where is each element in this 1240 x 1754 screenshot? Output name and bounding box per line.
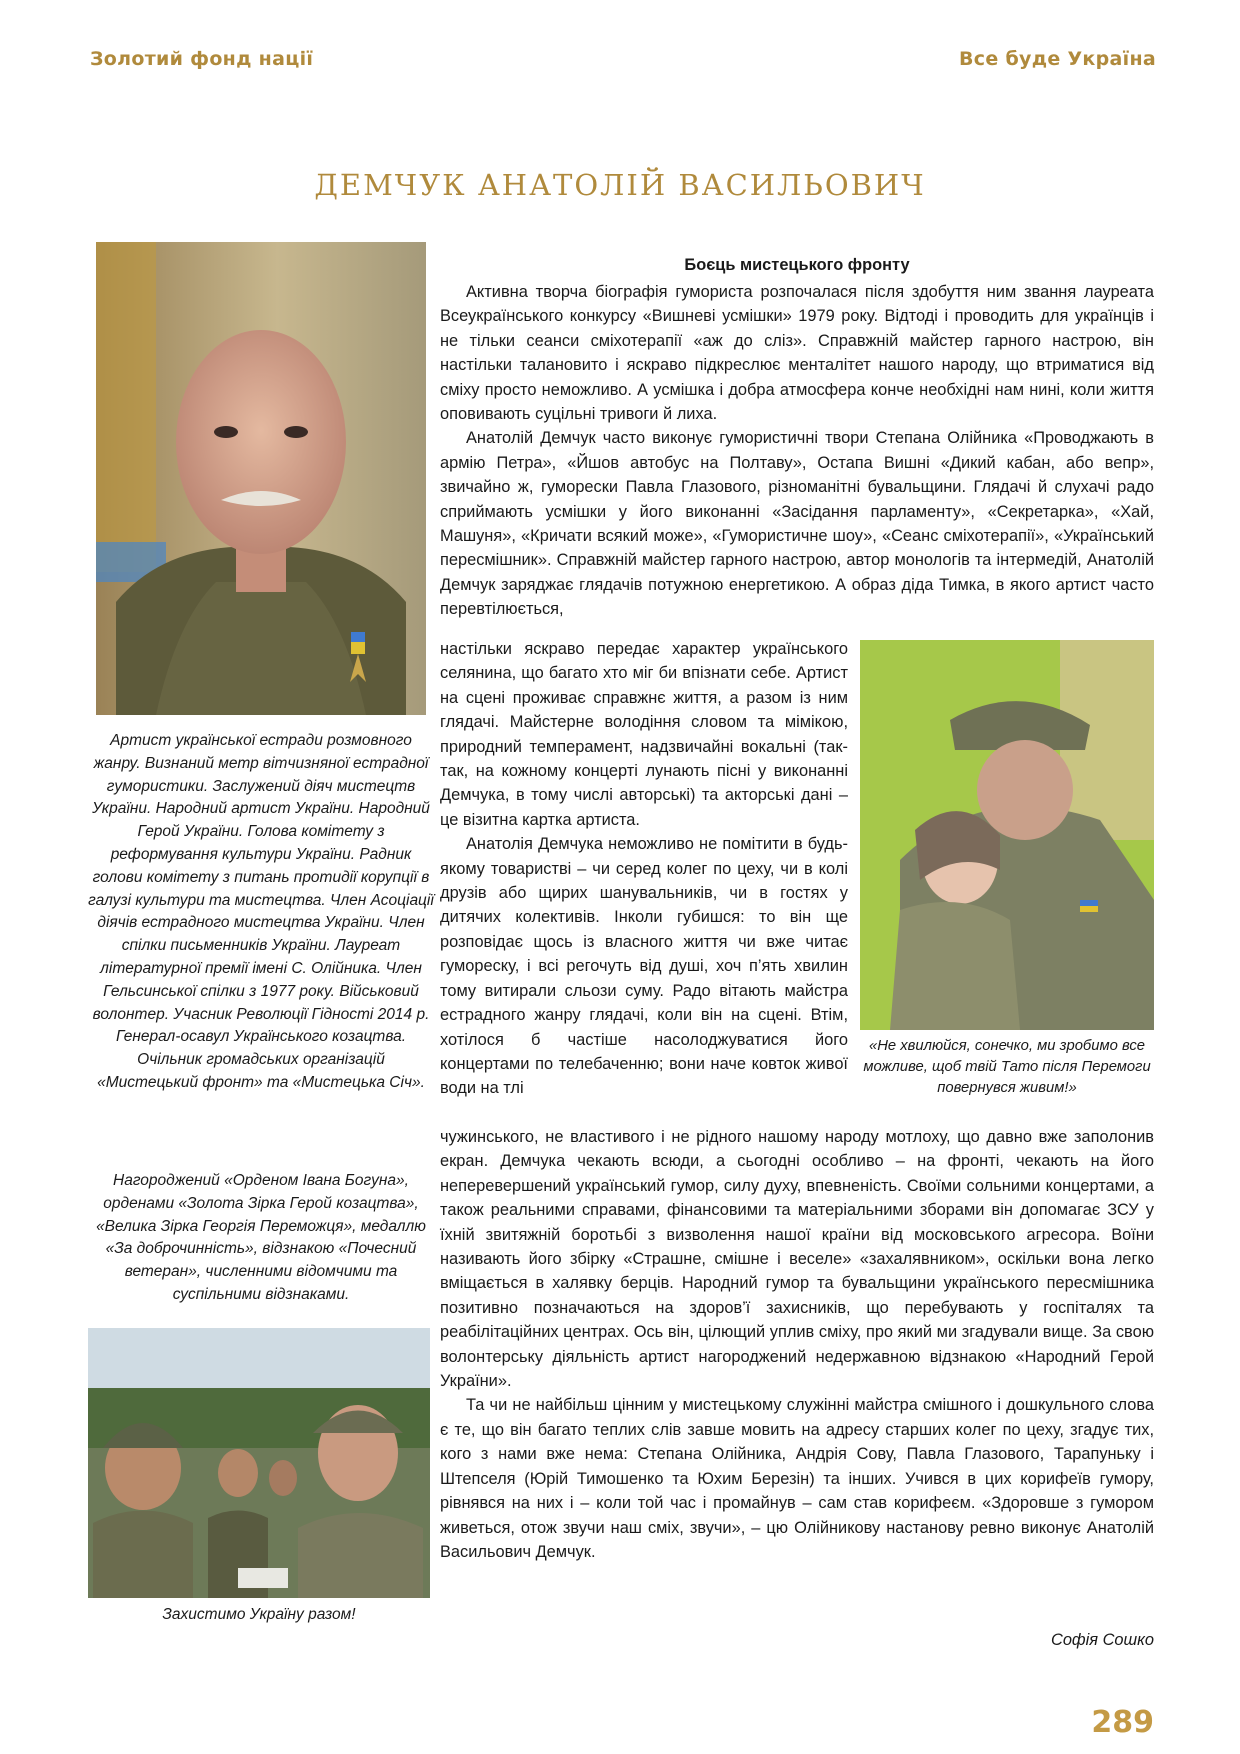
article-paragraph-continued: чужинського, не властивого і не рідного нашому народу мотлоху, що давно вже заполонив екран. Демчука чекають всюди, а сьогодні особливо – на фронті, чекають на його неперевершений український гумор, силу духу, впевненість. Своїми сольними концертами, а також реальними справами, фінансовими та матеріальними зборами він допомагає ЗСУ у їхній звитяжній боротьбі з визволення нашої країни від московського агресора. Воїни називають його збірку «Страшне, смішне і веселе» «захалявником», оскільки вона легко вміщається в халявку берців. Народний гумор та бувальщини українського пересмішника позитивно позначаються на здоров’ї захисників, що перебувають у госпіталях та реабілітаційних центрах. Ось він, цілющий уплив сміху, про який ми згадували вище. За свою волонтерську діяльність артист нагороджений недержавною відзнакою «Народний Герой України». bbox=[440, 1128, 1154, 1391]
article-text-narrow bbox=[440, 637, 848, 1101]
article-paragraph-continued: настільки яскраво передає характер українського селянина, що багато хто міг би впізнати себе. Артист на сцені проживає справжнє життя, а разом із ним глядачі. Майстерне володіння словом та мімікою, природний темперамент, надзвичайні вокальні (так-так, на кожному концерті лунають пісні у виконанні Демчука, в тому числі авторські) та акторські дані – це візитна картка артиста. bbox=[440, 640, 848, 829]
article-paragraph: Анатолія Демчука неможливо не помітити в будь-якому товаристві – чи серед колег по цеху, чи в колі друзів або щирих шанувальників, чи в гостях у дитячих колективів. Інколи губишся: то він ще розповідає щось із власного життя чи вже читає гумореску, і всі регочуть від душі, хоч п’ять хвилин тому витирали сльози суму. Радо вітають майстра естрадного жанру глядачі, коли він на сцені. Втім, хотілося б частіше насолоджуватися його концертами по телебаченню; вони наче ковток живої води на тлі bbox=[440, 835, 848, 1098]
article-text-bottom bbox=[440, 1125, 1154, 1564]
page-number: 289 bbox=[1091, 1705, 1154, 1740]
hug-photo bbox=[860, 640, 1154, 1030]
running-header-left: Золотий фонд нації bbox=[90, 48, 314, 70]
hug-photo-caption: «Не хвилюйся, сонечко, ми зробимо все можливе, щоб твій Тато після Перемоги повернувся живим!» bbox=[863, 1038, 1151, 1096]
article-heading: Боєць мистецького фронту bbox=[684, 256, 910, 274]
soldiers-group-photo bbox=[88, 1328, 430, 1598]
group-photo-caption: Захистимо Україну разом! bbox=[162, 1606, 356, 1623]
bio-caption: Артист української естради розмовного жанру. Визнаний метр вітчизняної естрадної гумористики. Заслужений діяч мистецтв України. Народний артист України. Народний Герой України. Голова комітету з реформування культури України. Радник голови комітету з питань протидії корупції в галузі культури та мистецтва. Член Асоціації діячів естрадного мистецтва України. Член спілки письменників України. Лауреат літературної премії імені С. Олійника. Член Гельсинської спілки з 1977 року. Військовий волонтер. Учасник Революції Гідності 2014 р. Генерал-осавул Українського козацтва. Очільник громадських організацій «Мистецький фронт» та «Мистецька Січ». bbox=[88, 732, 434, 1091]
portrait-photo bbox=[96, 242, 426, 715]
article-paragraph: Та чи не найбільш цінним у мистецькому служінні майстра смішного і дошкульного слова є те, що він багато теплих слів завше мовить на адресу старших колег по цеху, згадує тих, кого з нами вже нема: Степана Олійника, Андрія Сову, Павла Глазового, Тарапуньку і Штепселя (Юрій Тимошенко та Юхим Березін) та інших. Учився в цих корифеїв гумору, рівнявся на них і – коли той час і промайнув – сам став корифеєм. «Здоровше з гумором живеться, отож звучи наш сміх, звучи», – цю Олійникову настанову ревно виконує Анатолій Васильович Демчук. bbox=[440, 1396, 1154, 1561]
running-header-right: Все буде Україна bbox=[959, 48, 1156, 70]
article-author: Софія Сошко bbox=[1050, 1631, 1154, 1649]
article-paragraph: Анатолій Демчук часто виконує гумористичні твори Степана Олійника «Проводжають в армію Петра», «Йшов автобус на Полтаву», Остапа Вишні «Дикий кабан, або вепр», звичайно ж, гуморески Павла Глазового, різноманітні бувальщини. Глядачі й слухачі радо сприймають усмішки у його виконанні «Засідання парламенту», «Секретарка», «Хай, Машуня», «Кричати всякий може», «Гумористичне шоу», «Сеанс сміхотерапії», «Український пересмішник». Справжній майстер гарного настрою, автор монологів та інтермедій, Анатолій Демчук заряджає глядачів потужною енергетикою. А образ діда Тимка, в якого артист часто перевтілюється, bbox=[440, 429, 1154, 619]
article-text-top bbox=[440, 280, 1154, 622]
page-title: ДЕМЧУК АНАТОЛІЙ ВАСИЛЬОВИЧ bbox=[314, 168, 926, 202]
awards-caption: Нагороджений «Орденом Івана Богуна», орденами «Золота Зірка Герой козацтва», «Велика Зірка Георгія Переможця», медаллю «За доброчинність», відзнакою «Почесний ветеран», численними відомчими та суспільними відзнаками. bbox=[96, 1172, 426, 1303]
article-paragraph: Активна творча біографія гумориста розпочалася після здобуття ним звання лауреата Всеукраїнського конкурсу «Вишневі усмішки» 1979 року. Відтоді і проводить для українців і не тільки сеанси сміхотерапії «аж до сліз». Справжній майстер гарного настрою, він настільки талановито і яскраво підкреслює менталітет нашого народу, що втриматися від сміху просто неможливо. А усмішка і добра атмосфера конче необхідні нам нині, коли життя оповивають суцільні тривоги й лиха. bbox=[440, 283, 1154, 424]
